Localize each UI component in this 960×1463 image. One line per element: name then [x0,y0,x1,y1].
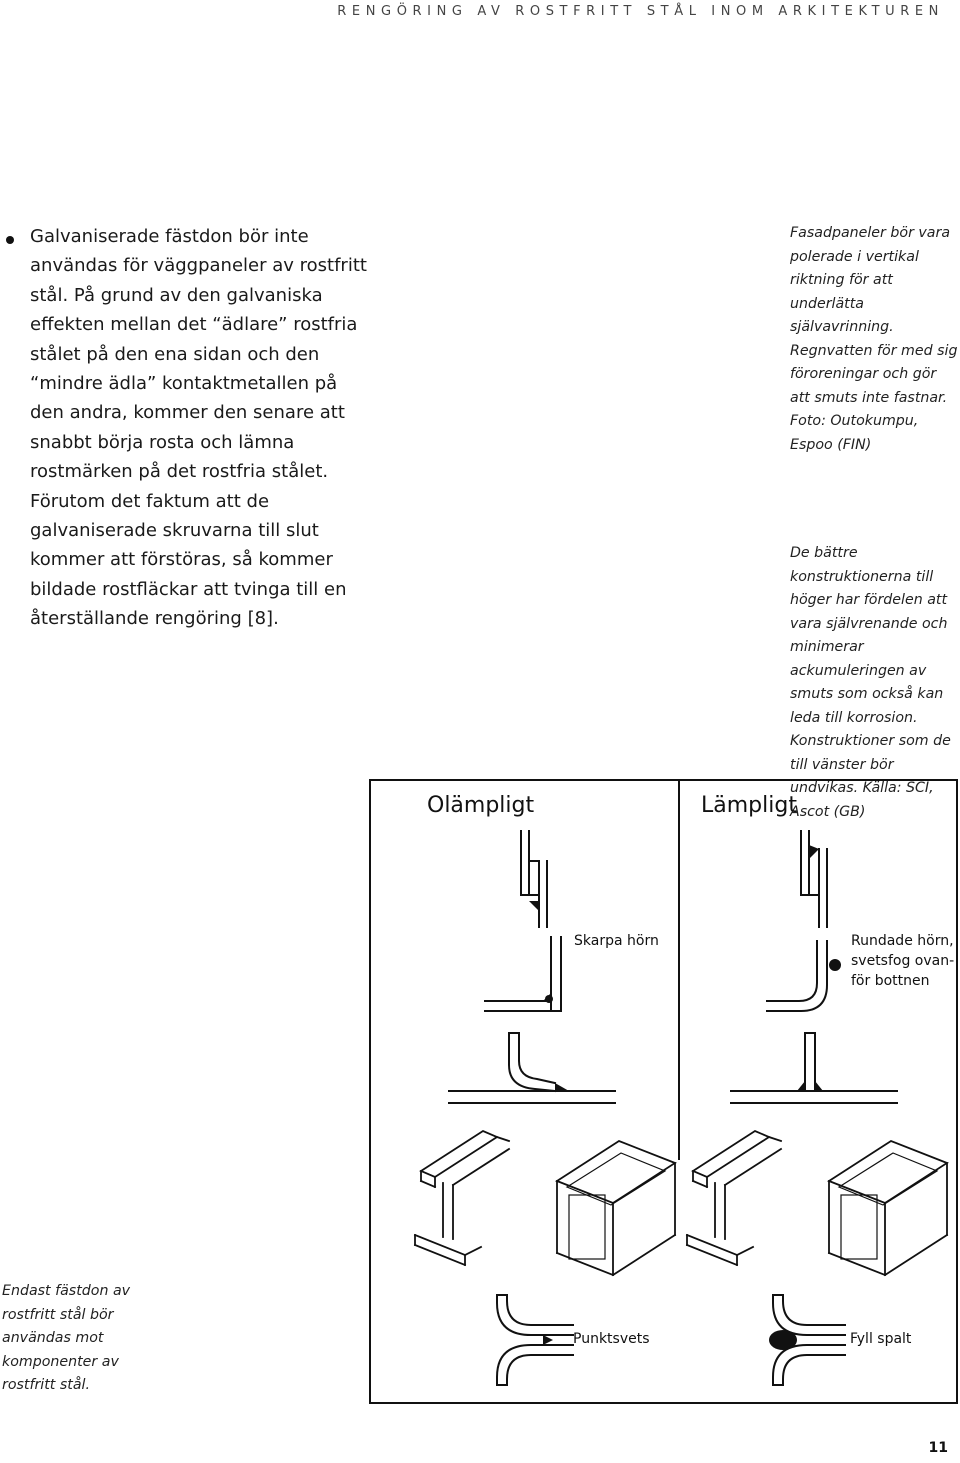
facade-caption: Fasadpaneler bör vara polerade i vertikal riktning för att underlätta självavrinning. Regnvatten för med sig föroreningar och gör att smuts inte fastnar. Foto: Outokumpu, Espoo (FIN) [790,225,958,453]
rounded-corners-label-line1: Rundade hörn, [851,933,954,949]
running-header: RENGÖRING AV ROSTFRITT STÅL INOM ARKITEKTUREN [337,4,944,19]
i-beam-right-drawing [687,1131,781,1265]
sharp-corner-drawing [485,937,561,1011]
constructions-caption: De bättre konstruktionerna till höger har fördelen att vara självrenande och minimerar ackumuleringen av smuts som också kan leda till korrosion. Konstruktioner som de till vänster bör undvikas. Källa: SCI, Ascot (GB) [790,545,951,820]
closed-profile-right-drawing [829,1141,947,1275]
construction-comparison-figure [369,779,958,1404]
fill-gap-drawing [769,1295,845,1385]
sharp-corners-label: Skarpa hörn [574,933,659,949]
t-joint-weld-drawing [731,1033,897,1103]
suitable-title: Lämpligt [701,793,797,818]
spot-welds-label: Punktsvets [573,1331,650,1347]
rounded-corner-drawing [767,941,841,1011]
spot-weld-drawing [497,1295,573,1385]
channel-left-drawing [557,1141,675,1275]
rounded-corners-label-line2: svetsfog ovan- [851,953,955,969]
i-beam-left-drawing [415,1131,509,1265]
bent-flange-drawing [449,1033,615,1103]
fasteners-caption: Endast fästdon av rostfritt stål bör användas mot komponenter av rostfritt stål. [2,1283,131,1393]
page-number: 11 [928,1440,948,1456]
bullet-point [6,236,14,244]
unsuitable-title: Olämpligt [427,793,535,818]
rounded-corners-label-line3: för bottnen [851,973,930,989]
right-panel-overlap-drawing [801,831,827,927]
fill-gap-label: Fyll spalt [850,1331,912,1347]
figure-drawing [369,779,958,1404]
body-paragraph: Galvaniserade fästdon bör inte användas för väggpaneler av rostfritt stål. På grund av den galvaniska effekten mellan det “ädlare” rostfria stålet på den ena sidan och den “mindre ädla” kontaktmetallen på den andra, kommer den senare att snabbt börja rosta och lämna rostmärken på det rostfria stålet. Förutom det faktum att de galvaniserade skruvarna till slut kommer att förstöras, så kommer bildade rostfläckar att tvinga till en återställande rengöring [8]. [30,226,367,630]
left-panel-overlap-drawing [521,831,547,927]
